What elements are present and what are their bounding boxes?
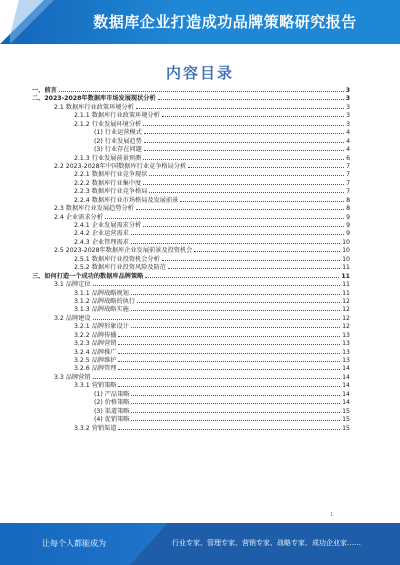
toc-entry-page: 6 [346,154,350,162]
toc-entry[interactable] [32,162,350,170]
toc-entry[interactable] [32,407,350,415]
toc-dot-leader [149,187,344,193]
toc-entry-label: 2.4.3 企业管理需求 [74,238,129,246]
toc-entry-page: 11 [342,281,350,289]
toc-dot-leader [131,407,340,413]
toc-entry-label: (1) 行业运营模式 [94,129,142,137]
toc-entry[interactable] [32,381,350,389]
toc-entry-label: 2.2.4 数据库行业市场格局及发展前景 [74,196,179,204]
toc-entry-page: 8 [346,205,350,213]
toc-entry[interactable] [32,187,350,195]
toc-entry-page: 3 [345,87,350,94]
toc-entry-label: 2.4.2 企业运营需求 [74,230,129,238]
toc-entry[interactable] [32,213,350,221]
toc-entry[interactable] [32,229,350,237]
toc-dot-leader [131,322,340,328]
toc-entry[interactable] [32,280,350,288]
toc-dot-leader [149,170,344,176]
toc-dot-leader [131,305,340,311]
toc-entry[interactable] [32,331,350,339]
toc-entry-label: 3.2 品牌建设 [54,314,91,322]
toc-dot-leader [143,120,344,126]
toc-entry-label: 2.5.1 数据库行业投资机会分析 [74,255,160,263]
toc-dot-leader [131,238,340,244]
toc-dot-leader [118,424,340,430]
toc-entry-page: 14 [342,390,350,398]
toc-entry-label: 2.4 企业需求分析 [54,213,103,221]
toc-entry-page: 12 [342,306,350,314]
toc-heading: 内容目录 [165,64,234,82]
toc-entry-page: 7 [346,179,350,187]
toc-entry[interactable] [32,390,350,398]
toc-entry[interactable] [32,94,350,102]
toc-dot-leader [93,280,341,286]
toc-entry[interactable] [32,170,350,178]
toc-entry-page: 3 [346,103,350,111]
toc-entry[interactable] [32,137,350,145]
toc-dot-leader [162,111,344,117]
toc-entry[interactable] [32,263,350,271]
toc-dot-leader [162,255,340,261]
toc-dot-leader [145,272,339,278]
toc-entry-page: 8 [346,196,350,204]
toc-dot-leader [144,137,344,143]
toc-entry-page: 11 [342,264,350,272]
toc-entry-label: (1) 产品策略 [94,390,130,398]
toc-entry-label: 3.2.1 品牌形象设计 [74,323,129,331]
toc-entry-label: 2.1.1 数据库行业政策环境分析 [74,112,160,120]
toc-entry-label: (2) 价格策略 [94,399,130,407]
toc-entry-label: 三、如何打造一个成功的数据库品牌策略 [32,272,144,280]
toc-entry-page: 15 [342,416,350,424]
toc-entry[interactable] [32,111,350,119]
toc-entry-label: 2.5 2023-2028年数据库企业发展前景及投资机会 [54,247,193,255]
toc-dot-leader [105,213,344,219]
toc-dot-leader [118,348,340,354]
toc-entry-page: 13 [342,357,350,364]
footer-slogan-right: 行业专家、管理专家、营销专家、战略专家、成功企业家…… [172,539,361,547]
toc-entry[interactable] [32,424,350,432]
toc-entry[interactable] [32,145,350,153]
toc-entry-page: 15 [342,407,350,415]
toc-dot-leader [158,94,344,100]
toc-dot-leader [143,179,344,185]
report-title: 数据库企业打造成功品牌策略研究报告 [93,13,357,31]
toc-entry-page: 9 [346,213,350,221]
toc-entry-label: 3.2.2 品牌传播 [74,331,117,339]
toc-entry-label: 3.3 品牌营销 [54,373,91,381]
toc-entry[interactable] [32,272,350,280]
toc-entry-label: (2) 行业发展趋势 [94,137,142,145]
toc-entry-page: 7 [346,162,350,170]
footer-slogan-left: 让每个人都能成为 [42,539,106,548]
toc-dot-leader [194,246,340,252]
toc-entry-label: 3.1 品牌定位 [54,281,91,289]
toc-entry-label: 2.1.2 行业发展环境分析 [74,120,142,128]
toc-entry[interactable] [32,364,350,372]
toc-entry-page: 13 [342,348,350,356]
toc-entry-page: 4 [346,129,350,137]
toc-entry[interactable] [32,196,350,204]
page-number: 1 [330,512,334,518]
toc-entry-page: 7 [346,171,350,179]
toc-entry-label: 2.1.3 行业发展前景预测 [74,154,142,162]
toc-entry-page: 14 [342,399,350,407]
toc-entry-page: 12 [342,297,350,305]
toc-entry-page: 10 [342,238,350,246]
toc-entry[interactable] [32,305,350,313]
toc-entry[interactable] [32,289,350,297]
toc-entry-page: 12 [342,314,350,322]
toc-entry-page: 3 [345,95,350,103]
toc-dot-leader [118,364,340,370]
page-footer [0,523,400,565]
toc-dot-leader [136,103,344,109]
toc-entry-label: 3.1.1 品牌战略规划 [74,289,129,297]
toc-dot-leader [118,356,340,362]
toc-entry-label: 3.2.6 品牌管理 [74,365,117,373]
toc-entry-label: (3) 渠道策略 [94,407,130,415]
toc-entry-page: 12 [342,323,350,331]
toc-entry[interactable] [32,238,350,246]
toc-entry-page: 10 [342,255,350,263]
toc-entry-page: 4 [346,137,350,145]
toc-entry-page: 14 [342,365,350,373]
toc-dot-leader [137,297,340,303]
toc-entry-label: 2.4.1 企业发展需求分析 [74,222,142,229]
toc-entry-page: 13 [342,340,350,348]
toc-entry-label: (3) 行业存在问题 [94,146,142,154]
toc-entry[interactable] [32,221,350,229]
toc-entry-label: 2.2.1 数据库行业竞争现状 [74,171,148,179]
toc-entry[interactable] [32,128,350,136]
toc-dot-leader [143,221,344,227]
toc-entry[interactable] [32,120,350,128]
toc-dot-leader [93,373,341,379]
toc-dot-leader [118,339,340,345]
toc-entry-label: 2.1 数据库行业政策环境分析 [54,103,134,111]
toc-entry-label: 2.3 数据库行业发展趋势分析 [54,205,134,213]
toc-entry[interactable] [32,339,350,347]
toc-entry-page: 11 [341,272,350,280]
toc-dot-leader [93,314,341,320]
toc-entry-page: 4 [346,146,350,154]
toc-entry[interactable] [32,86,350,94]
toc-dot-leader [131,390,340,396]
table-of-contents [32,86,350,432]
toc-entry-label: 3.3.2 营销渠道 [74,424,117,432]
toc-entry-page: 13 [342,331,350,339]
toc-entry[interactable] [32,179,350,187]
toc-entry[interactable] [32,398,350,406]
toc-dot-leader [131,289,340,295]
toc-entry-label: 2.2.2 数据库行业集中度 [74,179,142,187]
toc-entry[interactable] [32,314,350,322]
toc-dot-leader [136,204,344,210]
toc-entry-page: 15 [342,424,350,432]
toc-entry-page: 9 [346,222,350,229]
toc-entry-label: 3.1.3 品牌战略实施 [74,306,129,314]
toc-dot-leader [143,154,344,160]
toc-entry[interactable] [32,348,350,356]
toc-entry[interactable] [32,297,350,305]
toc-entry[interactable] [32,103,350,111]
toc-entry-label: 一、前言 [32,87,57,94]
toc-entry[interactable] [32,255,350,263]
toc-dot-leader [131,415,340,421]
toc-entry-label: 3.2.5 品牌维护 [74,357,117,364]
toc-entry-label: 3.2.3 品牌营销 [74,340,117,348]
toc-dot-leader [131,398,340,404]
toc-entry[interactable] [32,154,350,162]
toc-dot-leader [131,229,344,235]
toc-entry-label: 二、2023-2028年数据库市场发展现状分析 [32,95,156,103]
toc-dot-leader [188,162,344,168]
toc-entry-page: 9 [346,230,350,238]
toc-entry-label: 2.2.3 数据库行业竞争格局 [74,188,148,196]
toc-dot-leader [144,128,344,134]
toc-entry[interactable] [32,246,350,254]
toc-entry-label: 3.2.4 品牌推广 [74,348,117,356]
toc-dot-leader [118,331,340,337]
toc-entry[interactable] [32,322,350,330]
toc-entry-label: 2.5.2 数据库行业投资风险及防范 [74,264,166,272]
toc-entry-label: 3.3.1 营销策略 [74,382,117,390]
toc-entry[interactable] [32,415,350,423]
toc-entry-page: 3 [346,120,350,128]
toc-entry-page: 7 [346,188,350,196]
toc-dot-leader [168,263,340,269]
toc-entry-page: 10 [342,247,350,255]
page-header [0,0,400,44]
toc-entry-label: 2.2 2023-2028年中国数据库行业竞争格局分析 [54,162,187,170]
toc-dot-leader [118,381,340,387]
toc-entry[interactable] [32,356,350,364]
toc-dot-leader [144,145,344,151]
toc-entry-page: 3 [346,112,350,120]
toc-entry-label: 3.1.2 品牌战略的执行 [74,297,136,305]
toc-entry[interactable] [32,204,350,212]
toc-dot-leader [59,86,344,92]
toc-dot-leader [180,196,344,202]
toc-entry-label: (4) 促销策略 [94,416,130,424]
toc-entry-page: 11 [342,289,350,297]
toc-entry-page: 14 [342,382,350,390]
toc-entry-page: 14 [342,373,350,381]
toc-entry[interactable] [32,373,350,381]
